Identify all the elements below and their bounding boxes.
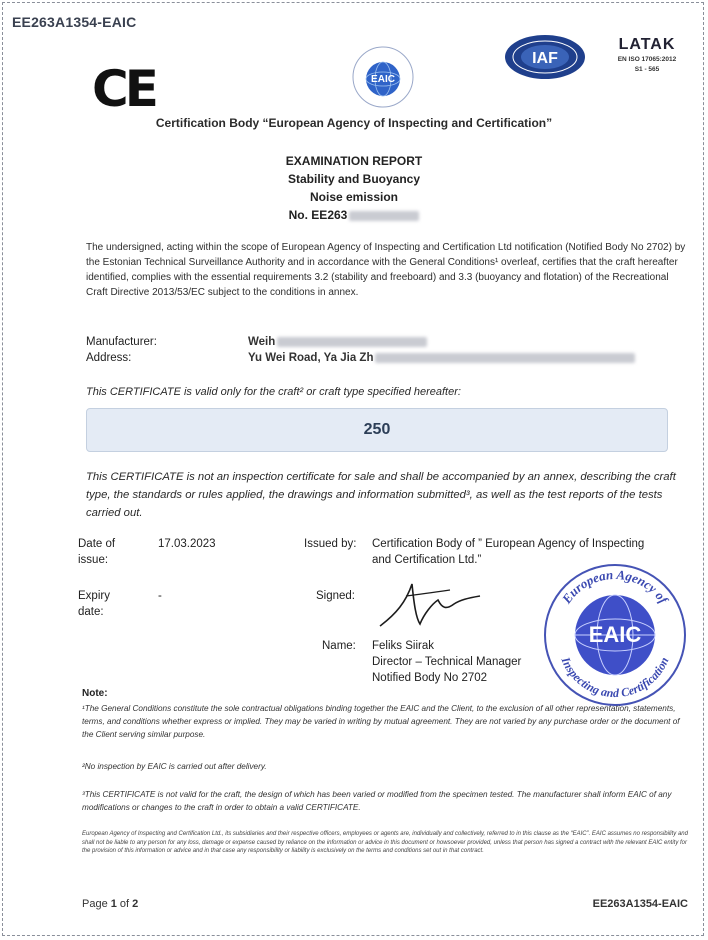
manufacturer-value: Weih <box>248 336 276 348</box>
intro-paragraph: The undersigned, acting within the scope of European Agency of Inspecting and Certification Ltd notification (Notified Body No 2702) by the Estonian Technical Surveillance Authority and in accordance with the General Conditions¹ overleaf, certifies that the craft hereafter identified, complies with the essential requirements 3.2 (stability and freeboard) and 3.3 (buoyancy and flotation) of the Recreational Craft Directive 2013/53/EC subject to the conditions in annex. <box>86 242 686 298</box>
name-label: Name: <box>322 640 356 652</box>
craft-type-box <box>86 408 668 452</box>
note-heading: Note: <box>82 688 108 699</box>
issued-by-label: Issued by: <box>304 538 357 550</box>
certification-body-title: Certification Body “European Agency of Inspecting and Certification” <box>155 116 553 130</box>
manufacturer-block <box>86 334 635 366</box>
eaic-logo <box>352 46 414 108</box>
not-inspection-statement: This CERTIFICATE is not an inspection certificate for sale and shall be accompanied by an annex, describing the craft type, the standards or rules applied, the drawings and information submitted³, as well as the test reports of the tests carried out. <box>86 471 676 519</box>
address-label: Address: <box>86 352 132 364</box>
validity-statement: This CERTIFICATE is valid only for the craft² or craft type specified hereafter: <box>86 386 461 398</box>
document-id-bottom: EE263A1354-EAIC <box>592 898 688 910</box>
page-number: Page 1 of 2 <box>82 898 139 910</box>
exam-line-2: Noise emission <box>309 190 399 204</box>
exam-line-1: Stability and Buoyancy <box>287 172 421 186</box>
exam-title: EXAMINATION REPORT <box>285 154 423 168</box>
issue-date-value: 17.03.2023 <box>158 538 216 550</box>
note-1: ¹The General Conditions constitute the sole contractual obligations binding together the EAIC and the Client, to the exclusion of all other representation, statements, terms, and conditions whether express or implied. They may be varied in writing by mutual agreement. They are not varied by any purchase order or the document of the Client serving similar purpose. <box>82 704 680 739</box>
signatory-title: Director – Technical Manager <box>372 656 522 668</box>
handwritten-signature <box>376 574 486 634</box>
signatory-body: Notified Body No 2702 <box>372 672 488 684</box>
iaf-logo-text: IAF <box>532 50 558 67</box>
iaf-logo <box>504 34 586 80</box>
redacted-manufacturer <box>277 337 427 347</box>
latak-number: S1 - 565 <box>634 66 660 73</box>
stamp-bottom-text: Inspecting and Certification <box>558 654 672 701</box>
exam-number <box>0 206 708 224</box>
examination-header <box>0 152 708 224</box>
stamp-top-text: European Agency of <box>558 566 672 607</box>
issued-by-value: Certification Body of ” European Agency of Inspecting and Certification Ltd.” <box>372 538 645 566</box>
eaic-logo-text: EAIC <box>371 74 395 85</box>
disclaimer-fine-print: European Agency of Inspecting and Certification Ltd., its subsidiaries and their respective officers, employees or agents are, individually and collectively, referred to in this clause as the “EAIC”. EAIC assumes no responsibility and shall not be liable to any person for any loss, damage or expense caused by reliance on the information or advice in this document or howsoever provided, unless that person has signed a contract with the relevant EAIC entity for the provision of this information or advice and in that case any responsibility or liability is exclusively on the terms and conditions set out in that contract. <box>82 831 688 854</box>
address-value: Yu Wei Road, Ya Jia Zh <box>248 352 374 364</box>
signatory-block <box>372 638 521 686</box>
expiry-date-value: - <box>158 590 162 602</box>
document-id-top: EE263A1354-EAIC <box>12 14 137 30</box>
issue-date-label: Date of issue: <box>78 538 116 566</box>
ce-mark-logo: CE <box>92 60 155 118</box>
signed-label: Signed: <box>316 590 356 602</box>
latak-mark: LATAK <box>618 36 676 53</box>
redacted-address <box>375 353 635 363</box>
exam-number-prefix: No. EE263 <box>288 208 348 222</box>
craft-type-value: 250 <box>363 421 391 438</box>
redacted-number <box>349 211 419 221</box>
note-3: ³This CERTIFICATE is not valid for the craft, the design of which has been varied or modified from the specimen tested. The manufacturer shall inform EAIC of any modifications or changes to the craft in order to obtain a valid CERTIFICATE. <box>82 790 672 812</box>
signatory-name: Feliks Siirak <box>372 640 434 652</box>
expiry-date-label: Expiry date: <box>78 590 110 618</box>
latak-iso: EN ISO 17065:2012 <box>617 56 677 63</box>
note-2: ²No inspection by EAIC is carried out after delivery. <box>82 762 267 771</box>
latak-logo <box>608 36 686 74</box>
manufacturer-label: Manufacturer: <box>86 336 157 348</box>
stamp-center-text: EAIC <box>588 622 642 647</box>
eaic-stamp <box>540 560 690 706</box>
